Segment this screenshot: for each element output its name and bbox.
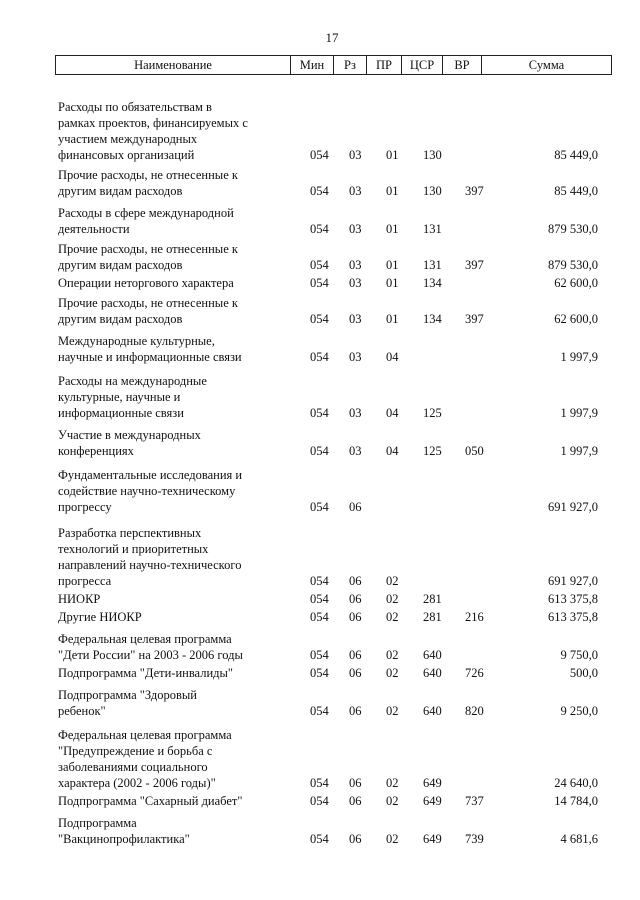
cell-min: 054 xyxy=(310,276,329,290)
budget-table-body xyxy=(0,99,640,847)
cell-pr: 02 xyxy=(386,666,399,680)
table-row xyxy=(0,241,640,273)
cell-min: 054 xyxy=(310,794,329,808)
cell-csr: 649 xyxy=(423,794,442,808)
table-row xyxy=(0,373,640,421)
cell-pr: 02 xyxy=(386,776,399,790)
cell-min: 054 xyxy=(310,574,329,588)
column-header-vr: ВР xyxy=(443,56,482,74)
cell-vr: 726 xyxy=(465,666,484,680)
cell-rz: 03 xyxy=(349,148,362,162)
cell-rz: 03 xyxy=(349,406,362,420)
table-row xyxy=(0,295,640,327)
cell-pr: 04 xyxy=(386,350,399,364)
cell-sum: 85 449,0 xyxy=(554,148,598,162)
cell-csr: 640 xyxy=(423,648,442,662)
cell-sum: 613 375,8 xyxy=(548,610,598,624)
cell-sum: 500,0 xyxy=(569,666,598,680)
cell-min: 054 xyxy=(310,648,329,662)
row-name: Подпрограмма "Сахарный диабет" xyxy=(58,794,243,808)
cell-sum: 691 927,0 xyxy=(548,574,598,588)
row-name: НИОКР xyxy=(58,592,101,606)
cell-min: 054 xyxy=(310,592,329,606)
cell-rz: 06 xyxy=(349,776,362,790)
cell-pr: 01 xyxy=(386,184,399,198)
cell-csr: 640 xyxy=(423,704,442,718)
cell-csr: 281 xyxy=(423,592,442,606)
table-row xyxy=(0,427,640,459)
cell-pr: 04 xyxy=(386,444,399,458)
cell-sum: 62 600,0 xyxy=(554,312,598,326)
cell-csr: 125 xyxy=(423,406,442,420)
cell-rz: 03 xyxy=(349,444,362,458)
cell-rz: 06 xyxy=(349,704,362,718)
cell-csr: 134 xyxy=(423,312,442,326)
cell-min: 054 xyxy=(310,704,329,718)
table-row xyxy=(0,665,640,681)
cell-pr: 01 xyxy=(386,148,399,162)
cell-min: 054 xyxy=(310,148,329,162)
cell-rz: 06 xyxy=(349,794,362,808)
cell-sum: 1 997,9 xyxy=(560,350,598,364)
page-number: 17 xyxy=(325,30,339,45)
row-name: Фундаментальные исследования и содействие научно-техническому прогрессу xyxy=(58,468,243,514)
row-name: Другие НИОКР xyxy=(58,610,142,624)
cell-sum: 14 784,0 xyxy=(554,794,598,808)
cell-sum: 613 375,8 xyxy=(548,592,598,606)
cell-sum: 1 997,9 xyxy=(560,444,598,458)
cell-rz: 06 xyxy=(349,610,362,624)
cell-sum: 9 250,0 xyxy=(560,704,598,718)
cell-csr: 134 xyxy=(423,276,442,290)
table-row xyxy=(0,609,640,625)
table-row xyxy=(0,591,640,607)
table-row xyxy=(0,687,640,719)
cell-pr: 02 xyxy=(386,574,399,588)
cell-min: 054 xyxy=(310,222,329,236)
cell-sum: 691 927,0 xyxy=(548,500,598,514)
cell-rz: 06 xyxy=(349,666,362,680)
row-name: Прочие расходы, не отнесенные к другим видам расходов xyxy=(58,168,238,198)
cell-vr: 820 xyxy=(465,704,484,718)
cell-pr: 02 xyxy=(386,832,399,846)
cell-min: 054 xyxy=(310,500,329,514)
cell-sum: 4 681,6 xyxy=(560,832,598,846)
cell-pr: 01 xyxy=(386,276,399,290)
cell-pr: 02 xyxy=(386,704,399,718)
table-row xyxy=(0,525,640,589)
cell-min: 054 xyxy=(310,258,329,272)
row-name: Подпрограмма "Здоровый ребенок" xyxy=(58,688,197,718)
row-name: Участие в международных конференциях xyxy=(58,428,201,458)
row-name: Прочие расходы, не отнесенные к другим видам расходов xyxy=(58,296,238,326)
cell-pr: 02 xyxy=(386,610,399,624)
cell-sum: 1 997,9 xyxy=(560,406,598,420)
table-row xyxy=(0,205,640,237)
cell-pr: 01 xyxy=(386,222,399,236)
cell-rz: 03 xyxy=(349,276,362,290)
cell-pr: 02 xyxy=(386,648,399,662)
cell-vr: 216 xyxy=(465,610,484,624)
cell-rz: 06 xyxy=(349,574,362,588)
row-name: Федеральная целевая программа "Предупреждение и борьба с заболеваниями социального характера (2002 - 2006 годы)" xyxy=(58,728,232,790)
cell-sum: 24 640,0 xyxy=(554,776,598,790)
cell-vr: 397 xyxy=(465,312,484,326)
cell-rz: 06 xyxy=(349,500,362,514)
row-name: Международные культурные, научные и информационные связи xyxy=(58,334,242,364)
row-name: Расходы по обязательствам в рамках проектов, финансируемых с участием международных финансовых организаций xyxy=(58,100,248,162)
cell-min: 054 xyxy=(310,184,329,198)
cell-sum: 62 600,0 xyxy=(554,276,598,290)
cell-min: 054 xyxy=(310,406,329,420)
cell-csr: 131 xyxy=(423,222,442,236)
cell-min: 054 xyxy=(310,832,329,846)
cell-rz: 06 xyxy=(349,832,362,846)
cell-pr: 01 xyxy=(386,312,399,326)
row-name: Операции неторгового характера xyxy=(58,276,234,290)
cell-min: 054 xyxy=(310,312,329,326)
table-row xyxy=(0,275,640,291)
row-name: Расходы на международные культурные, научные и информационные связи xyxy=(58,374,207,420)
row-name: Подпрограмма "Вакцинопрофилактика" xyxy=(58,816,190,846)
table-row xyxy=(0,815,640,847)
column-header-pr: ПР xyxy=(367,56,402,74)
row-name: Расходы в сфере международной деятельности xyxy=(58,206,234,236)
cell-rz: 06 xyxy=(349,648,362,662)
cell-rz: 03 xyxy=(349,258,362,272)
cell-sum: 879 530,0 xyxy=(548,222,598,236)
row-name: Федеральная целевая программа "Дети России" на 2003 - 2006 годы xyxy=(58,632,243,662)
table-row xyxy=(0,793,640,809)
table-row xyxy=(0,99,640,163)
cell-vr: 397 xyxy=(465,184,484,198)
cell-csr: 649 xyxy=(423,832,442,846)
column-header-csr: ЦСР xyxy=(402,56,443,74)
cell-sum: 85 449,0 xyxy=(554,184,598,198)
column-header-rz: Рз xyxy=(334,56,367,74)
cell-sum: 879 530,0 xyxy=(548,258,598,272)
cell-vr: 739 xyxy=(465,832,484,846)
cell-rz: 03 xyxy=(349,312,362,326)
cell-csr: 130 xyxy=(423,148,442,162)
cell-csr: 640 xyxy=(423,666,442,680)
row-name: Разработка перспективных технологий и приоритетных направлений научно-технического прогресса xyxy=(58,526,242,588)
cell-csr: 131 xyxy=(423,258,442,272)
cell-vr: 737 xyxy=(465,794,484,808)
table-row xyxy=(0,333,640,365)
column-header-name: Наименование xyxy=(56,56,291,74)
row-name: Подпрограмма "Дети-инвалиды" xyxy=(58,666,234,680)
row-name: Прочие расходы, не отнесенные к другим видам расходов xyxy=(58,242,238,272)
cell-pr: 02 xyxy=(386,592,399,606)
cell-sum: 9 750,0 xyxy=(560,648,598,662)
cell-rz: 03 xyxy=(349,184,362,198)
cell-csr: 649 xyxy=(423,776,442,790)
column-header-min: Мин xyxy=(291,56,334,74)
cell-min: 054 xyxy=(310,776,329,790)
cell-min: 054 xyxy=(310,444,329,458)
cell-min: 054 xyxy=(310,666,329,680)
cell-vr: 397 xyxy=(465,258,484,272)
cell-pr: 04 xyxy=(386,406,399,420)
table-header xyxy=(55,55,612,75)
cell-pr: 01 xyxy=(386,258,399,272)
cell-rz: 06 xyxy=(349,592,362,606)
table-row xyxy=(0,631,640,663)
table-row xyxy=(0,727,640,791)
cell-min: 054 xyxy=(310,610,329,624)
cell-csr: 125 xyxy=(423,444,442,458)
cell-csr: 281 xyxy=(423,610,442,624)
column-header-sum: Сумма xyxy=(528,57,565,72)
table-row xyxy=(0,467,640,515)
cell-min: 054 xyxy=(310,350,329,364)
cell-vr: 050 xyxy=(465,444,484,458)
cell-pr: 02 xyxy=(386,794,399,808)
table-row xyxy=(0,167,640,199)
cell-rz: 03 xyxy=(349,222,362,236)
cell-csr: 130 xyxy=(423,184,442,198)
cell-rz: 03 xyxy=(349,350,362,364)
